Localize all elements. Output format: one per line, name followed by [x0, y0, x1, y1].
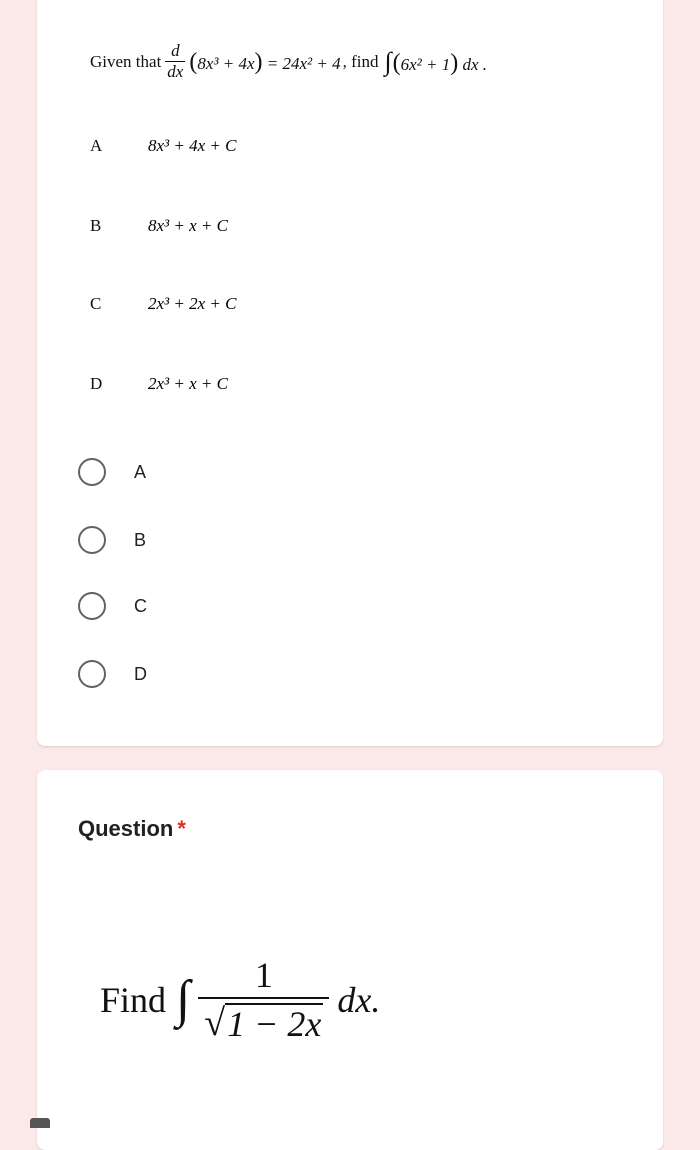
integral-sign-icon: ∫: [176, 971, 191, 1028]
required-asterisk: *: [177, 816, 186, 841]
integral-sign-icon: ∫: [384, 47, 392, 76]
choice-c: [90, 290, 236, 318]
choice-letter: A: [90, 136, 103, 155]
derivative-denominator: dx: [167, 62, 184, 82]
derivative-numerator: d: [171, 41, 180, 61]
radio-button[interactable]: [78, 458, 106, 486]
find-text: , find: [342, 52, 379, 71]
fraction-denominator: [198, 997, 329, 1045]
choice-expression: 8x³ + 4x + C: [148, 136, 237, 155]
derivative-operator: [165, 42, 185, 81]
radio-option-d[interactable]: [78, 658, 147, 690]
equation-rhs: = 24x² + 4: [266, 54, 341, 73]
differential: dx.: [337, 980, 381, 1020]
radio-label: D: [134, 663, 147, 684]
find-text: Find: [100, 980, 167, 1020]
radio-button[interactable]: [78, 526, 106, 554]
integrand: 6x² + 1: [400, 55, 451, 74]
radio-button[interactable]: [78, 660, 106, 688]
choice-b: [90, 212, 228, 240]
radicand: 1 − 2x: [227, 1003, 322, 1044]
partial-element: [30, 1118, 50, 1128]
choice-d: [90, 370, 228, 398]
question-1-text: Given that $\frac{d}{dx}$ (8x³ + 4x) = 24x² + 4 , find ∫(6x² + 1) dx .: [90, 41, 488, 82]
radio-label: C: [134, 595, 147, 616]
choice-expression: 2x³ + x + C: [148, 374, 228, 393]
derivative-argument: 8x³ + 4x: [197, 54, 255, 73]
choice-letter: B: [90, 216, 102, 235]
prompt-text: Given that: [90, 52, 162, 71]
radio-button[interactable]: [78, 592, 106, 620]
question-2-title: [78, 816, 186, 842]
choice-letter: C: [90, 294, 102, 313]
radio-label: A: [134, 461, 147, 482]
question-label: Question: [78, 816, 174, 841]
choice-letter: D: [90, 374, 103, 393]
question-2-text: [100, 940, 380, 1060]
integrand-fraction: [198, 955, 329, 1044]
radio-label: B: [134, 529, 147, 550]
radio-option-c[interactable]: [78, 590, 147, 622]
fraction-numerator: 1: [254, 955, 273, 996]
radio-option-a[interactable]: [78, 456, 146, 488]
choice-a: [90, 132, 236, 160]
square-root-icon: √: [204, 1001, 226, 1044]
radio-option-b[interactable]: [78, 524, 146, 556]
choice-expression: 2x³ + 2x + C: [148, 294, 237, 313]
choice-expression: 8x³ + x + C: [148, 216, 228, 235]
differential: dx .: [462, 55, 488, 74]
